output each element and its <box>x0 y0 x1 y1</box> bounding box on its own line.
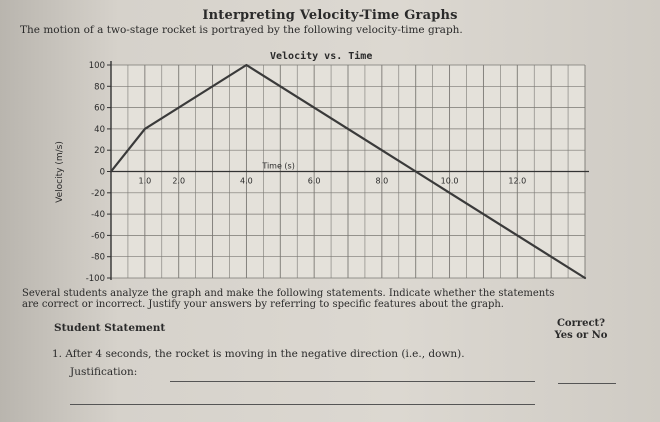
instructions-line-2: are correct or incorrect. Justify your answers by referring to specific features about the graph. <box>22 299 504 310</box>
y-tick-label: -100 <box>85 274 105 284</box>
y-tick-label: 20 <box>94 146 105 157</box>
x-tick-label: 4.0 <box>240 176 253 186</box>
correct-header <box>546 318 616 342</box>
worksheet-subtitle: The motion of a two-stage rocket is portrayed by the following velocity-time graph. <box>20 24 463 36</box>
y-tick-label: -40 <box>91 210 105 221</box>
justification-answer-line[interactable] <box>170 381 535 382</box>
x-tick-label: 10.0 <box>440 176 459 186</box>
x-tick-label: 1.0 <box>138 176 152 186</box>
instructions-line-1: Several students analyze the graph and make the following statements. Indicate whether the statements <box>22 288 555 299</box>
chart-y-axis-label: Velocity (m/s) <box>55 141 65 203</box>
correct-header-line-2: Yes or No <box>554 330 608 341</box>
correct-header-line-1: Correct? <box>556 318 606 329</box>
x-tick-label: 6.0 <box>307 176 321 186</box>
worksheet-title: Interpreting Velocity-Time Graphs <box>202 8 458 23</box>
student-statement-header: Student Statement <box>54 322 166 334</box>
justification-label: Justification: <box>70 366 138 378</box>
y-tick-label: 80 <box>94 82 105 93</box>
y-tick-label: 0 <box>99 167 105 178</box>
x-tick-label: 12.0 <box>508 176 527 186</box>
question-1: 1. After 4 seconds, the rocket is moving in the negative direction (i.e., down). <box>52 348 465 360</box>
justification-answer-line-2[interactable] <box>70 404 535 405</box>
chart-x-axis-label: Time (s) <box>262 161 295 171</box>
y-tick-label: -80 <box>91 252 105 263</box>
y-tick-label: -20 <box>91 188 105 199</box>
y-tick-label: 60 <box>94 103 105 114</box>
x-tick-label: 2.0 <box>172 176 186 186</box>
y-tick-label: 100 <box>88 61 105 71</box>
chart-title: Velocity vs. Time <box>270 51 373 62</box>
correct-answer-line[interactable] <box>558 383 616 384</box>
y-tick-label: 40 <box>94 124 105 135</box>
instructions <box>22 288 642 310</box>
y-tick-label: -60 <box>91 231 105 242</box>
x-tick-label: 8.0 <box>375 176 389 186</box>
